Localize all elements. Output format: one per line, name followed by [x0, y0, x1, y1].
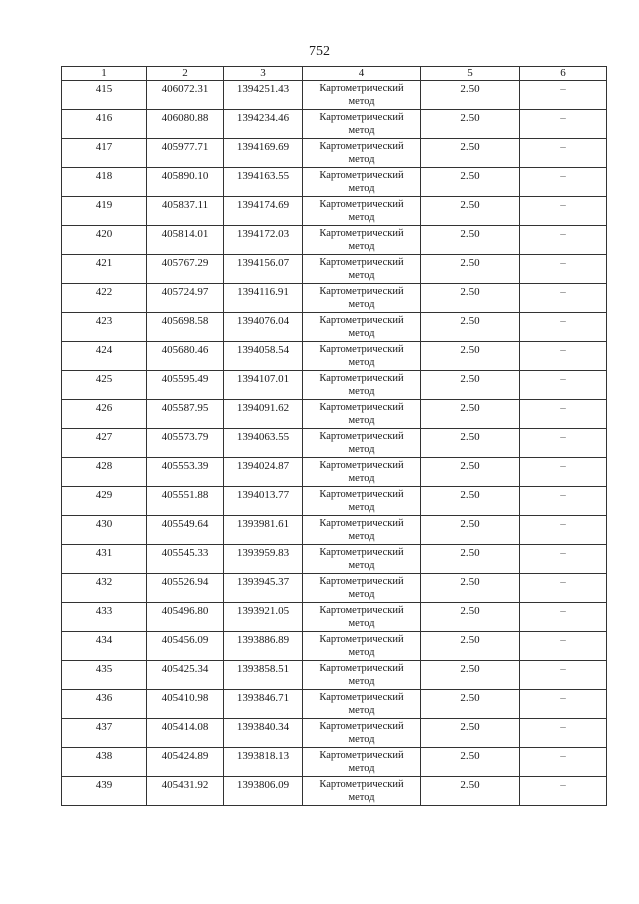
- method-line-2: метод: [348, 415, 375, 426]
- accuracy-cell: 2.50: [421, 400, 520, 429]
- method-line-2: метод: [348, 705, 375, 716]
- point-number-cell: 422: [62, 284, 147, 313]
- method-line-2: метод: [348, 212, 375, 223]
- accuracy-cell: 2.50: [421, 197, 520, 226]
- method-line-1: Картометрический: [319, 402, 404, 413]
- note-cell: –: [520, 226, 607, 255]
- y-coordinate-cell: 1394058.54: [224, 342, 303, 371]
- accuracy-cell: 2.50: [421, 255, 520, 284]
- note-cell: –: [520, 487, 607, 516]
- x-coordinate-cell: 405431.92: [147, 777, 224, 806]
- note-cell: –: [520, 371, 607, 400]
- method-line-1: Картометрический: [319, 431, 404, 442]
- table-row: [62, 603, 607, 632]
- accuracy-cell: 2.50: [421, 226, 520, 255]
- note-cell: –: [520, 313, 607, 342]
- accuracy-cell: 2.50: [421, 545, 520, 574]
- method-cell: [303, 719, 421, 748]
- method-line-1: Картометрический: [319, 170, 404, 181]
- accuracy-cell: 2.50: [421, 748, 520, 777]
- accuracy-cell: 2.50: [421, 284, 520, 313]
- method-line-1: Картометрический: [319, 315, 404, 326]
- method-line-2: метод: [348, 734, 375, 745]
- table-row: [62, 632, 607, 661]
- point-number-cell: 426: [62, 400, 147, 429]
- point-number-cell: 423: [62, 313, 147, 342]
- note-cell: –: [520, 603, 607, 632]
- y-coordinate-cell: 1394169.69: [224, 139, 303, 168]
- method-line-2: метод: [348, 473, 375, 484]
- method-cell: [303, 81, 421, 110]
- x-coordinate-cell: 405573.79: [147, 429, 224, 458]
- accuracy-cell: 2.50: [421, 661, 520, 690]
- method-line-2: метод: [348, 618, 375, 629]
- table-row: [62, 400, 607, 429]
- method-line-2: метод: [348, 676, 375, 687]
- method-cell: [303, 748, 421, 777]
- y-coordinate-cell: 1394174.69: [224, 197, 303, 226]
- x-coordinate-cell: 405414.08: [147, 719, 224, 748]
- point-number-cell: 424: [62, 342, 147, 371]
- method-cell: [303, 545, 421, 574]
- x-coordinate-cell: 405424.89: [147, 748, 224, 777]
- table-row: [62, 342, 607, 371]
- method-line-2: метод: [348, 241, 375, 252]
- x-coordinate-cell: 405890.10: [147, 168, 224, 197]
- accuracy-cell: 2.50: [421, 429, 520, 458]
- table-row: [62, 777, 607, 806]
- y-coordinate-cell: 1394156.07: [224, 255, 303, 284]
- accuracy-cell: 2.50: [421, 458, 520, 487]
- y-coordinate-cell: 1393981.61: [224, 516, 303, 545]
- method-cell: [303, 400, 421, 429]
- accuracy-cell: 2.50: [421, 632, 520, 661]
- y-coordinate-cell: 1393806.09: [224, 777, 303, 806]
- y-coordinate-cell: 1393886.89: [224, 632, 303, 661]
- accuracy-cell: 2.50: [421, 139, 520, 168]
- point-number-cell: 420: [62, 226, 147, 255]
- method-cell: [303, 516, 421, 545]
- method-line-2: метод: [348, 386, 375, 397]
- y-coordinate-cell: 1393921.05: [224, 603, 303, 632]
- method-line-1: Картометрический: [319, 257, 404, 268]
- point-number-cell: 425: [62, 371, 147, 400]
- method-line-1: Картометрический: [319, 286, 404, 297]
- method-cell: [303, 632, 421, 661]
- accuracy-cell: 2.50: [421, 603, 520, 632]
- y-coordinate-cell: 1394116.91: [224, 284, 303, 313]
- table-row: [62, 226, 607, 255]
- x-coordinate-cell: 405549.64: [147, 516, 224, 545]
- table-row: [62, 545, 607, 574]
- column-header: 4: [303, 67, 421, 81]
- y-coordinate-cell: 1394063.55: [224, 429, 303, 458]
- method-cell: [303, 168, 421, 197]
- method-line-1: Картометрический: [319, 112, 404, 123]
- method-line-1: Картометрический: [319, 692, 404, 703]
- method-cell: [303, 313, 421, 342]
- accuracy-cell: 2.50: [421, 371, 520, 400]
- y-coordinate-cell: 1394251.43: [224, 81, 303, 110]
- table-row: [62, 690, 607, 719]
- x-coordinate-cell: 405551.88: [147, 487, 224, 516]
- note-cell: –: [520, 458, 607, 487]
- column-header: 3: [224, 67, 303, 81]
- method-cell: [303, 661, 421, 690]
- x-coordinate-cell: 405587.95: [147, 400, 224, 429]
- note-cell: –: [520, 284, 607, 313]
- point-number-cell: 419: [62, 197, 147, 226]
- y-coordinate-cell: 1394234.46: [224, 110, 303, 139]
- method-line-2: метод: [348, 560, 375, 571]
- method-line-1: Картометрический: [319, 721, 404, 732]
- x-coordinate-cell: 405553.39: [147, 458, 224, 487]
- x-coordinate-cell: 405724.97: [147, 284, 224, 313]
- x-coordinate-cell: 405410.98: [147, 690, 224, 719]
- x-coordinate-cell: 405456.09: [147, 632, 224, 661]
- method-line-1: Картометрический: [319, 489, 404, 500]
- method-cell: [303, 226, 421, 255]
- note-cell: –: [520, 110, 607, 139]
- x-coordinate-cell: 405698.58: [147, 313, 224, 342]
- y-coordinate-cell: 1394076.04: [224, 313, 303, 342]
- table-row: [62, 313, 607, 342]
- method-line-1: Картометрический: [319, 83, 404, 94]
- point-number-cell: 432: [62, 574, 147, 603]
- method-cell: [303, 371, 421, 400]
- accuracy-cell: 2.50: [421, 516, 520, 545]
- method-line-1: Картометрический: [319, 228, 404, 239]
- method-line-2: метод: [348, 270, 375, 281]
- point-number-cell: 438: [62, 748, 147, 777]
- method-line-2: метод: [348, 647, 375, 658]
- table-row: [62, 371, 607, 400]
- accuracy-cell: 2.50: [421, 168, 520, 197]
- method-cell: [303, 603, 421, 632]
- method-line-1: Картометрический: [319, 373, 404, 384]
- method-line-1: Картометрический: [319, 141, 404, 152]
- table-row: [62, 719, 607, 748]
- y-coordinate-cell: 1393840.34: [224, 719, 303, 748]
- point-number-cell: 434: [62, 632, 147, 661]
- point-number-cell: 429: [62, 487, 147, 516]
- column-header: 1: [62, 67, 147, 81]
- point-number-cell: 435: [62, 661, 147, 690]
- accuracy-cell: 2.50: [421, 342, 520, 371]
- method-line-2: метод: [348, 183, 375, 194]
- y-coordinate-cell: 1393858.51: [224, 661, 303, 690]
- point-number-cell: 430: [62, 516, 147, 545]
- x-coordinate-cell: 405837.11: [147, 197, 224, 226]
- method-line-2: метод: [348, 299, 375, 310]
- method-cell: [303, 255, 421, 284]
- method-line-1: Картометрический: [319, 750, 404, 761]
- table-row: [62, 429, 607, 458]
- point-number-cell: 416: [62, 110, 147, 139]
- method-line-1: Картометрический: [319, 460, 404, 471]
- table-row: [62, 81, 607, 110]
- note-cell: –: [520, 516, 607, 545]
- method-line-2: метод: [348, 444, 375, 455]
- note-cell: –: [520, 342, 607, 371]
- point-number-cell: 437: [62, 719, 147, 748]
- point-number-cell: 436: [62, 690, 147, 719]
- method-line-2: метод: [348, 357, 375, 368]
- coordinates-table: [61, 66, 607, 806]
- note-cell: –: [520, 661, 607, 690]
- point-number-cell: 431: [62, 545, 147, 574]
- method-line-2: метод: [348, 125, 375, 136]
- method-line-2: метод: [348, 154, 375, 165]
- method-line-1: Картометрический: [319, 605, 404, 616]
- point-number-cell: 433: [62, 603, 147, 632]
- y-coordinate-cell: 1394091.62: [224, 400, 303, 429]
- note-cell: –: [520, 719, 607, 748]
- note-cell: –: [520, 400, 607, 429]
- method-line-1: Картометрический: [319, 199, 404, 210]
- point-number-cell: 415: [62, 81, 147, 110]
- note-cell: –: [520, 545, 607, 574]
- note-cell: –: [520, 690, 607, 719]
- x-coordinate-cell: 405814.01: [147, 226, 224, 255]
- method-cell: [303, 690, 421, 719]
- note-cell: –: [520, 168, 607, 197]
- method-cell: [303, 342, 421, 371]
- x-coordinate-cell: 405526.94: [147, 574, 224, 603]
- method-line-1: Картометрический: [319, 344, 404, 355]
- method-cell: [303, 777, 421, 806]
- x-coordinate-cell: 405545.33: [147, 545, 224, 574]
- accuracy-cell: 2.50: [421, 110, 520, 139]
- table-row: [62, 516, 607, 545]
- table-row: [62, 139, 607, 168]
- method-cell: [303, 197, 421, 226]
- method-line-2: метод: [348, 792, 375, 803]
- accuracy-cell: 2.50: [421, 719, 520, 748]
- table-row: [62, 574, 607, 603]
- y-coordinate-cell: 1394172.03: [224, 226, 303, 255]
- point-number-cell: 439: [62, 777, 147, 806]
- method-line-1: Картометрический: [319, 576, 404, 587]
- table-row: [62, 197, 607, 226]
- note-cell: –: [520, 748, 607, 777]
- y-coordinate-cell: 1394107.01: [224, 371, 303, 400]
- accuracy-cell: 2.50: [421, 690, 520, 719]
- accuracy-cell: 2.50: [421, 313, 520, 342]
- table-body: [62, 81, 607, 806]
- column-header: 6: [520, 67, 607, 81]
- method-line-1: Картометрический: [319, 547, 404, 558]
- column-header: 2: [147, 67, 224, 81]
- x-coordinate-cell: 405425.34: [147, 661, 224, 690]
- table-header-row: [62, 67, 607, 81]
- point-number-cell: 428: [62, 458, 147, 487]
- note-cell: –: [520, 255, 607, 284]
- note-cell: –: [520, 777, 607, 806]
- method-line-2: метод: [348, 96, 375, 107]
- method-line-1: Картометрический: [319, 779, 404, 790]
- note-cell: –: [520, 139, 607, 168]
- x-coordinate-cell: 405977.71: [147, 139, 224, 168]
- y-coordinate-cell: 1393818.13: [224, 748, 303, 777]
- accuracy-cell: 2.50: [421, 81, 520, 110]
- table-row: [62, 748, 607, 777]
- note-cell: –: [520, 81, 607, 110]
- x-coordinate-cell: 405496.80: [147, 603, 224, 632]
- point-number-cell: 418: [62, 168, 147, 197]
- y-coordinate-cell: 1393846.71: [224, 690, 303, 719]
- note-cell: –: [520, 632, 607, 661]
- method-line-1: Картометрический: [319, 634, 404, 645]
- method-line-2: метод: [348, 328, 375, 339]
- method-line-2: метод: [348, 763, 375, 774]
- column-header: 5: [421, 67, 520, 81]
- method-line-1: Картометрический: [319, 518, 404, 529]
- point-number-cell: 427: [62, 429, 147, 458]
- method-cell: [303, 139, 421, 168]
- note-cell: –: [520, 197, 607, 226]
- note-cell: –: [520, 429, 607, 458]
- method-line-2: метод: [348, 531, 375, 542]
- y-coordinate-cell: 1393959.83: [224, 545, 303, 574]
- point-number-cell: 417: [62, 139, 147, 168]
- x-coordinate-cell: 406072.31: [147, 81, 224, 110]
- accuracy-cell: 2.50: [421, 574, 520, 603]
- x-coordinate-cell: 406080.88: [147, 110, 224, 139]
- method-line-2: метод: [348, 502, 375, 513]
- method-cell: [303, 574, 421, 603]
- table-row: [62, 110, 607, 139]
- table-row: [62, 168, 607, 197]
- method-line-1: Картометрический: [319, 663, 404, 674]
- x-coordinate-cell: 405767.29: [147, 255, 224, 284]
- y-coordinate-cell: 1394013.77: [224, 487, 303, 516]
- x-coordinate-cell: 405680.46: [147, 342, 224, 371]
- method-cell: [303, 284, 421, 313]
- table-row: [62, 661, 607, 690]
- y-coordinate-cell: 1394024.87: [224, 458, 303, 487]
- accuracy-cell: 2.50: [421, 777, 520, 806]
- y-coordinate-cell: 1393945.37: [224, 574, 303, 603]
- method-cell: [303, 110, 421, 139]
- page-number: 752: [309, 44, 330, 59]
- x-coordinate-cell: 405595.49: [147, 371, 224, 400]
- method-line-2: метод: [348, 589, 375, 600]
- method-cell: [303, 458, 421, 487]
- table-row: [62, 487, 607, 516]
- accuracy-cell: 2.50: [421, 487, 520, 516]
- table-row: [62, 458, 607, 487]
- table-row: [62, 255, 607, 284]
- method-cell: [303, 487, 421, 516]
- note-cell: –: [520, 574, 607, 603]
- table-row: [62, 284, 607, 313]
- point-number-cell: 421: [62, 255, 147, 284]
- y-coordinate-cell: 1394163.55: [224, 168, 303, 197]
- method-cell: [303, 429, 421, 458]
